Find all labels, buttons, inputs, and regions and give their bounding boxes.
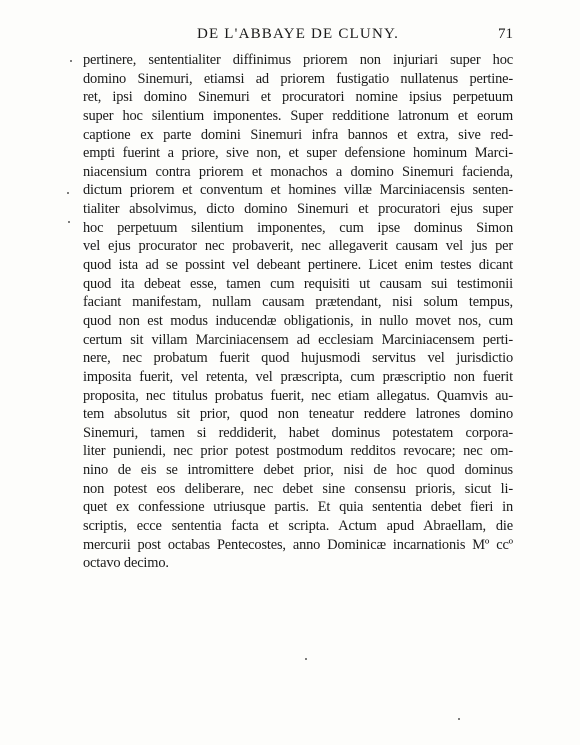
text-line: nino de eis se intromittere debet prior, nisi de hoc quod dominus [83,462,513,479]
text-line: octavo decimo. [83,555,169,572]
text-line: imposita fuerit, vel retenta, vel præscripta, cum præscriptio non fuerit [83,368,513,385]
text-line: empti fuerint a priore, sive non, et super defensione hominum Marci- [83,145,513,162]
text-line: dictum priorem et conventum et homines villæ Marciniacensis senten- [83,182,513,199]
text-line: captione ex parte domini Sinemuri infra bannos et extra, sive red- [83,126,513,143]
text-line: quod ita debeat esse, tamen cum requisiti ut causam sui testimonii [83,275,513,292]
text-line: liter puniendi, nec prior potest postmodum redditos revocare; nec om- [83,443,513,460]
print-speck [458,718,460,720]
text-line: niacensium contra priorem et monachos a domino Sinemuri facienda, [83,163,513,180]
text-line: quod non est modus inducendæ obligationis, in nullo movet nos, cum [83,312,513,329]
print-speck [305,658,307,660]
page-number: 71 [498,26,513,42]
print-speck [70,60,72,62]
text-line: nere, nec probatum fuerit quod hujusmodi servitus vel jurisdictio [83,350,513,367]
text-line: vel ejus procurator nec probaverit, nec allegaverit causam vel jus per [83,238,513,255]
text-line: certum sit villam Marciniacensem ad ecclesiam Marciniacensem perti- [83,331,513,348]
text-line: hoc perpetuum silentium imponentes, cum ipse dominus Simon [83,219,513,236]
running-title: DE L'ABBAYE DE CLUNY. [196,26,400,42]
text-line: ret, ipsi domino Sinemuri et procuratori nomine ipsius perpetuum [83,89,513,106]
text-line: tialiter absolvimus, dicto domino Sinemuri et procuratori ejus super [83,201,513,218]
text-line: quet ex confessione utriusque partis. Et quia sententia debet fieri in [83,499,513,516]
text-line: faciant manifestam, nullam causam prætendant, nisi solum tempus, [83,294,513,311]
body-text [83,51,513,573]
text-line: non potest eos deliberare, nec debet sine consensu prioris, sicut li- [83,480,513,497]
text-line: Sinemuri, tamen si reddiderit, habet dominus potestatem corpora- [83,424,513,441]
text-line: scriptis, ecce sententia facta et scripta. Actum apud Abraellam, die [83,518,513,535]
print-speck [67,192,69,194]
text-line: tem absolutus sit prior, quod non teneatur reddere latrones domino [83,406,513,423]
text-line: pertinere, sententialiter diffinimus priorem non injuriari super hoc [83,52,513,68]
print-speck [68,221,70,223]
text-line: domino Sinemuri, etiamsi ad priorem fustigatio nullatenus pertine- [83,70,513,87]
text-line: quod ista ad se possint vel debeant pertinere. Licet enim testes dicant [83,257,513,274]
text-line: proposita, nec titulus probatus fuerit, nec etiam allegatus. Quamvis au- [83,387,513,404]
page-header [83,26,513,48]
text-line: mercurii post octabas Pentecostes, anno Dominicæ incarnationis Mº ccº [83,536,513,553]
text-line: super hoc silentium imponentes. Super redditione latronum et eorum [83,107,513,124]
